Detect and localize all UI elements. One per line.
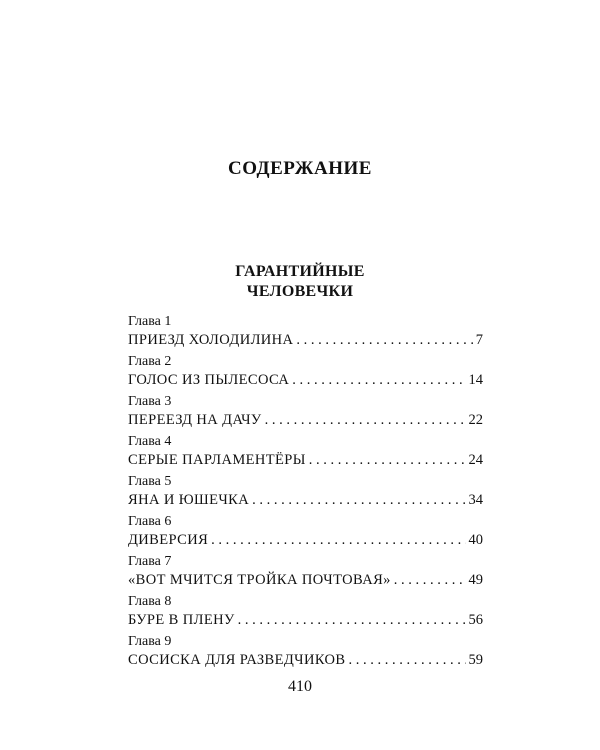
chapter-page-number: 14 (468, 372, 483, 388)
chapter-page-number: 34 (468, 492, 483, 508)
chapter-line (128, 490, 483, 511)
chapter-title: ДИВЕРСИЯ (128, 532, 209, 548)
chapter-page-number: 7 (475, 332, 483, 348)
chapter-page-number: 49 (468, 572, 483, 588)
dot-leader (265, 410, 466, 431)
chapter-label: Глава 2 (128, 354, 172, 369)
chapter-label: Глава 8 (128, 594, 172, 609)
chapter-label: Глава 1 (128, 314, 172, 329)
chapter-title: БУРЕ В ПЛЕНУ (128, 612, 235, 628)
section-title-line-2: ЧЕЛОВЕЧКИ (246, 283, 354, 300)
table-of-contents (128, 313, 483, 673)
dot-leader (252, 490, 465, 511)
chapter-label: Глава 7 (128, 554, 172, 569)
section-title (0, 262, 600, 302)
chapter-page-number: 24 (468, 452, 483, 468)
dot-leader (309, 450, 466, 471)
chapter-title: СЕРЫЕ ПАРЛАМЕНТЁРЫ (128, 452, 306, 468)
toc-entry-chapter-7[interactable] (128, 553, 483, 593)
dot-leader (394, 570, 466, 591)
chapter-title: «ВОТ МЧИТСЯ ТРОЙКА ПОЧТОВАЯ» (128, 572, 391, 588)
toc-entry-chapter-2[interactable] (128, 353, 483, 393)
chapter-page-number: 40 (468, 532, 483, 548)
dot-leader (292, 370, 465, 391)
toc-entry-chapter-3[interactable] (128, 393, 483, 433)
chapter-label: Глава 9 (128, 634, 172, 649)
chapter-title: ЯНА И ЮШЕЧКА (128, 492, 250, 508)
section-title-line-1: ГАРАНТИЙНЫЕ (235, 263, 365, 280)
toc-entry-chapter-9[interactable] (128, 633, 483, 673)
toc-entry-chapter-5[interactable] (128, 473, 483, 513)
chapter-label: Глава 4 (128, 434, 172, 449)
page-title: СОДЕРЖАНИЕ (228, 158, 372, 179)
dot-leader (238, 610, 466, 631)
dot-leader (296, 330, 472, 351)
chapter-title: СОСИСКА ДЛЯ РАЗВЕДЧИКОВ (128, 652, 346, 668)
toc-entry-chapter-6[interactable] (128, 513, 483, 553)
chapter-line (128, 450, 483, 471)
chapter-label: Глава 3 (128, 394, 172, 409)
chapter-title: ПРИЕЗД ХОЛОДИЛИНА (128, 332, 294, 348)
chapter-label: Глава 5 (128, 474, 172, 489)
toc-entry-chapter-4[interactable] (128, 433, 483, 473)
chapter-line (128, 330, 483, 351)
chapter-line (128, 650, 483, 671)
chapter-page-number: 22 (468, 412, 483, 428)
toc-entry-chapter-1[interactable] (128, 313, 483, 353)
chapter-line (128, 610, 483, 631)
chapter-page-number: 59 (468, 652, 483, 668)
dot-leader (211, 530, 465, 551)
page-number: 410 (288, 678, 312, 695)
toc-entry-chapter-8[interactable] (128, 593, 483, 633)
chapter-title: ПЕРЕЕЗД НА ДАЧУ (128, 412, 262, 428)
chapter-line (128, 530, 483, 551)
chapter-page-number: 56 (468, 612, 483, 628)
chapter-title: ГОЛОС ИЗ ПЫЛЕСОСА (128, 372, 290, 388)
chapter-line (128, 410, 483, 431)
chapter-line (128, 570, 483, 591)
dot-leader (348, 650, 465, 671)
chapter-line (128, 370, 483, 391)
chapter-label: Глава 6 (128, 514, 172, 529)
